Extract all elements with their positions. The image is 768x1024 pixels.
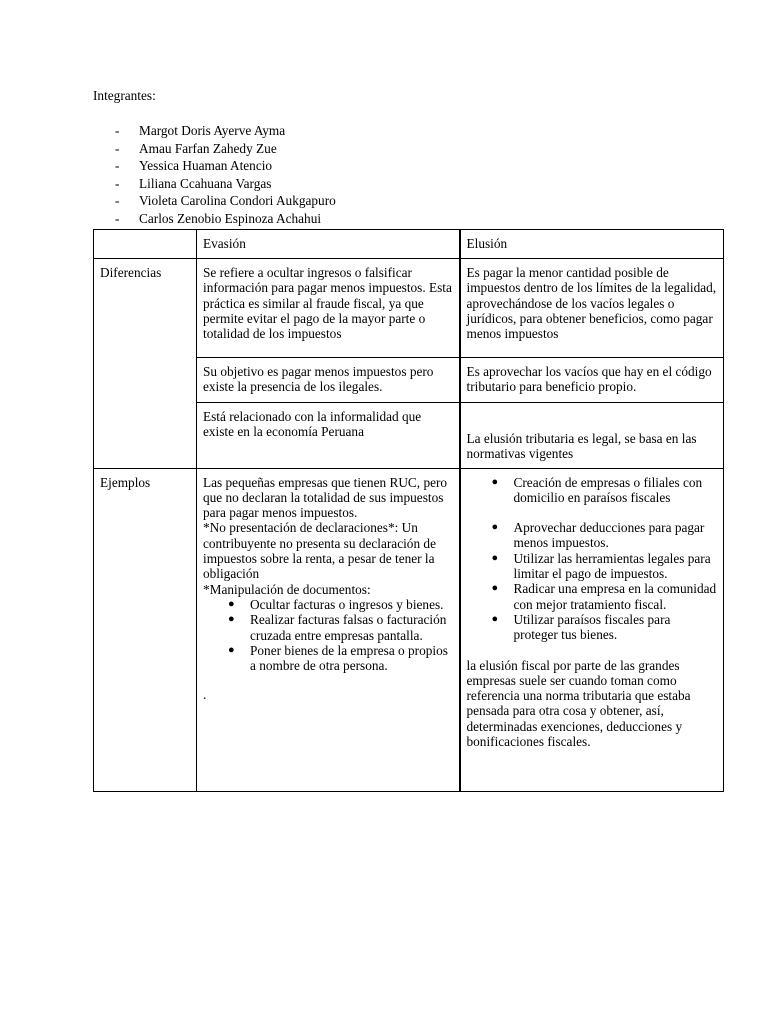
cell-ej-evasion [197,468,460,791]
member-name: Liliana Ccahuana Vargas [139,175,272,191]
member-item [115,123,336,141]
cell-dif-evasion-2: Su objetivo es pagar menos impuestos pero existe la presencia de los ilegales. [197,358,460,403]
member-item [115,141,336,159]
list-item [467,520,718,551]
list-item-text: Utilizar paraísos fiscales para proteger tus bienes. [513,611,671,643]
dash-marker: - [115,158,120,173]
list-item-text: Utilizar las herramientas legales para limitar el pago de impuestos. [513,550,711,582]
table-header-row [94,230,724,259]
table-row [94,468,724,791]
list-item-text: Aprovechar deducciones para pagar menos impuestos. [513,520,705,551]
list-item-text: Realizar facturas falsas o facturación cruzada entre empresas pantalla. [250,612,447,643]
member-name: Margot Doris Ayerve Ayma [139,123,286,138]
ej-evasion-intro: Las pequeñas empresas que tienen RUC, pero que no declaran la totalidad de sus impuestos para pagar menos impuestos. [203,474,448,521]
table-row [94,259,724,358]
spacer [467,505,718,520]
member-item [115,176,336,194]
cell-dif-elusion-1: Es pagar la menor cantidad posible de impuestos dentro de los límites de la legalidad, aprovechándose de los vacíos legales o jurídicos, para obtener beneficios, como pagar menos impuestos [460,259,724,358]
bullet-marker: ● [491,612,499,625]
members-heading: Integrantes: [93,88,156,103]
cell-dif-elusion-3: La elusión tributaria es legal, se basa en las normativas vigentes [460,403,724,469]
ej-evasion-trailing-dot: . [203,687,207,703]
row-label-diferencias: Diferencias [94,259,197,469]
list-item-text: Ocultar facturas o ingresos y bienes. [250,596,444,612]
bullet-marker: ● [491,582,499,595]
list-item [203,612,453,643]
header-empty-cell [94,230,197,259]
cell-ej-elusion [460,468,724,791]
header-evasion: Evasión [197,230,460,259]
dash-marker: - [115,140,120,156]
bullet-marker: ● [228,613,235,626]
list-item-text: Radicar una empresa en la comunidad con mejor tratamiento fiscal. [513,581,717,612]
bullet-marker: ● [491,551,499,564]
members-list [115,123,336,228]
bullet-marker: ● [228,597,235,610]
comparison-table [93,229,724,792]
list-item [203,643,453,674]
cell-dif-evasion-1: Se refiere a ocultar ingresos o falsificar información para pagar menos impuestos. Esta práctica es similar al fraude fiscal, ya que permite evitar el pago de la mayor parte o totalidad de los impuestos [197,259,460,358]
member-name: Carlos Zenobio Espinoza Achahui [139,210,322,226]
member-item [115,158,336,176]
member-item [115,211,336,229]
ej-elusion-paragraph: la elusión fiscal por parte de las grandes empresas suele ser cuando toman como referencia una norma tributaria que estaba pensada para otra cosa y obtener, así, determinadas exenciones, deducciones y bonificaciones fiscales. [466,657,691,750]
dash-marker: - [115,193,120,208]
bullet-marker: ● [228,643,235,656]
cell-dif-evasion-3: Está relacionado con la informalidad que existe en la economía Peruana [197,403,460,469]
dash-marker: - [115,123,120,138]
list-item-text: Poner bienes de la empresa o propios a nombre de otra persona. [250,642,448,674]
dash-marker: - [115,210,120,226]
list-item [467,581,718,612]
list-item-text: Creación de empresas o filiales con domicilio en paraísos fiscales [513,474,703,505]
ej-elusion-list-a [467,475,718,506]
ej-evasion-no-presentacion: *No presentación de declaraciones*: Un contribuyente no presenta su declaración de impuestos sobre la renta, a pesar de tener la obligación [203,520,436,582]
member-name: Amau Farfan Zahedy Zue [139,140,277,156]
list-item [203,597,453,612]
list-item [467,612,718,643]
member-name: Violeta Carolina Condori Aukgapuro [139,193,336,208]
spacer [467,643,718,658]
ej-elusion-list-b [467,520,718,642]
header-elusion: Elusión [460,230,724,259]
list-item [467,551,718,582]
ej-evasion-list [203,597,453,673]
cell-dif-elusion-2: Es aprovechar los vacíos que hay en el código tributario para beneficio propio. [460,358,724,403]
list-item [467,475,718,506]
bullet-marker: ● [491,521,499,534]
dash-marker: - [115,175,120,191]
bullet-marker: ● [491,475,499,488]
ej-evasion-manipulacion: *Manipulación de documentos: [203,581,371,597]
row-label-ejemplos: Ejemplos [94,468,197,791]
member-name: Yessica Huaman Atencio [139,158,273,173]
member-item [115,193,336,211]
